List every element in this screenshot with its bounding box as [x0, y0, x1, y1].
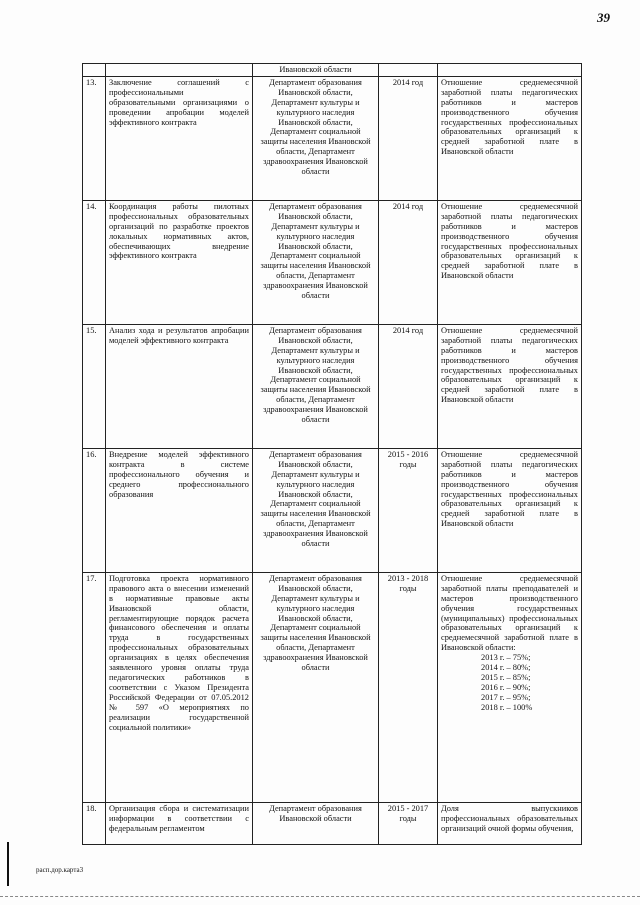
- num-cell: [83, 64, 106, 77]
- indicator-cell: [438, 64, 582, 77]
- term-cell: 2015 - 2016 годы: [379, 448, 438, 572]
- indicator-year-item: 2014 г. – 80%;: [481, 663, 531, 673]
- term-cell: 2014 год: [379, 324, 438, 448]
- page-edge-line: [0, 896, 640, 897]
- term-cell: 2014 год: [379, 76, 438, 200]
- responsible-cell: Департамент образования Ивановской области, Департамент культуры и культурного наследия Ивановской области, Департамент социальной защиты населения Ивановской области, Департамент здравоохранения Ивановской области: [253, 76, 379, 200]
- indicator-year-item: 2016 г. – 90%;: [481, 682, 531, 692]
- term-cell: 2013 - 2018 годы: [379, 572, 438, 802]
- responsible-cell: Департамент образования Ивановской области, Департамент культуры и культурного наследия Ивановской области, Департамент социальной защиты населения Ивановской области, Департамент здравоохранения Ивановской области: [253, 324, 379, 448]
- indicator-cell: Отношение среднемесячной заработной платы педагогических работников и мастеров производственного обучения государственных профессиональных образовательных организаций к средней заработной плате в Ивановской области: [438, 448, 582, 572]
- indicator-cell: Доля выпускников профессиональных образовательных организаций очной формы обучения,: [438, 802, 582, 844]
- indicator-text: Отношение среднемесячной заработной платы преподавателей и мастеров производственного обучения государственных (муниципальных) профессиональных образовательных организаций к среднемесячной заработной плате в Ивановской области:: [441, 573, 578, 653]
- table-row: [83, 76, 582, 200]
- indicator-year-item: 2018 г. – 100%: [481, 702, 533, 712]
- table-row: [83, 802, 582, 844]
- row-number: 17.: [83, 572, 106, 802]
- indicator-year-list: [441, 653, 578, 712]
- table-row: [83, 324, 582, 448]
- task-cell: [106, 64, 253, 77]
- responsible-cell: Ивановской области: [253, 64, 379, 77]
- table-row: [83, 200, 582, 324]
- task-cell: Организация сбора и систематизации информации в соответствии с федеральным регламентом: [106, 802, 253, 844]
- row-number: 14.: [83, 200, 106, 324]
- indicator-cell: Отношение среднемесячной заработной платы педагогических работников и мастеров производственного обучения государственных профессиональных образовательных организаций к средней заработной плате в Ивановской области: [438, 324, 582, 448]
- task-cell: Координация работы пилотных профессиональных образовательных организаций по разработке проектов локальных нормативных актов, обеспечивающих внедрение эффективного контракта: [106, 200, 253, 324]
- table-row-continued: [83, 64, 582, 77]
- task-cell: Анализ хода и результатов апробации моделей эффективного контракта: [106, 324, 253, 448]
- indicator-cell: Отношение среднемесячной заработной платы педагогических работников и мастеров производственного обучения государственных профессиональных образовательных организаций к средней заработной плате в Ивановской области: [438, 200, 582, 324]
- task-cell: Подготовка проекта нормативного правового акта о внесении изменений в нормативные правовые акты Ивановской области, регламентирующие порядок расчета финансового обеспечения и оплаты труда в государственных профессиональных образовательных организациях в целях обеспечения заявленного уровня оплаты труда педагогических работников в соответствии с Указом Президента Российской Федерации от 07.05.2012 № 597 «О мероприятиях по реализации государственной социальной политики»: [106, 572, 253, 802]
- term-cell: 2015 - 2017 годы: [379, 802, 438, 844]
- term-cell: 2014 год: [379, 200, 438, 324]
- row-number: 15.: [83, 324, 106, 448]
- indicator-cell: [438, 572, 582, 802]
- indicator-year-item: 2013 г. – 75%;: [481, 653, 531, 663]
- indicator-cell: Отношение среднемесячной заработной платы педагогических работников и мастеров производственного обучения государственных профессиональных образовательных организаций к средней заработной плате в Ивановской области: [438, 76, 582, 200]
- roadmap-table: [82, 63, 582, 845]
- term-cell: [379, 64, 438, 77]
- footer-code: расп.дор.карта3: [36, 866, 84, 874]
- table-row: [83, 448, 582, 572]
- row-number: 16.: [83, 448, 106, 572]
- row-number: 13.: [83, 76, 106, 200]
- indicator-year-item: 2017 г. – 95%;: [481, 692, 531, 702]
- page-number: 39: [597, 10, 610, 25]
- responsible-cell: Департамент образования Ивановской области, Департамент культуры и культурного наследия Ивановской области, Департамент социальной защиты населения Ивановской области, Департамент здравоохранения Ивановской области: [253, 572, 379, 802]
- responsible-cell: Департамент образования Ивановской области, Департамент культуры и культурного наследия Ивановской области, Департамент социальной защиты населения Ивановской области, Департамент здравоохранения Ивановской области: [253, 200, 379, 324]
- task-cell: Заключение соглашений с профессиональными образовательными организациями о проведении апробации моделей эффективного контракта: [106, 76, 253, 200]
- responsible-cell: Департамент образования Ивановской области, Департамент культуры и культурного наследия Ивановской области, Департамент социальной защиты населения Ивановской области, Департамент здравоохранения Ивановской области: [253, 448, 379, 572]
- responsible-cell: Департамент образования Ивановской области: [253, 802, 379, 844]
- indicator-year-item: 2015 г. – 85%;: [481, 672, 531, 682]
- row-number: 18.: [83, 802, 106, 844]
- margin-mark: [7, 842, 9, 886]
- task-cell: Внедрение моделей эффективного контракта в системе профессионального обучения и среднего профессионального образования: [106, 448, 253, 572]
- table-row: [83, 572, 582, 802]
